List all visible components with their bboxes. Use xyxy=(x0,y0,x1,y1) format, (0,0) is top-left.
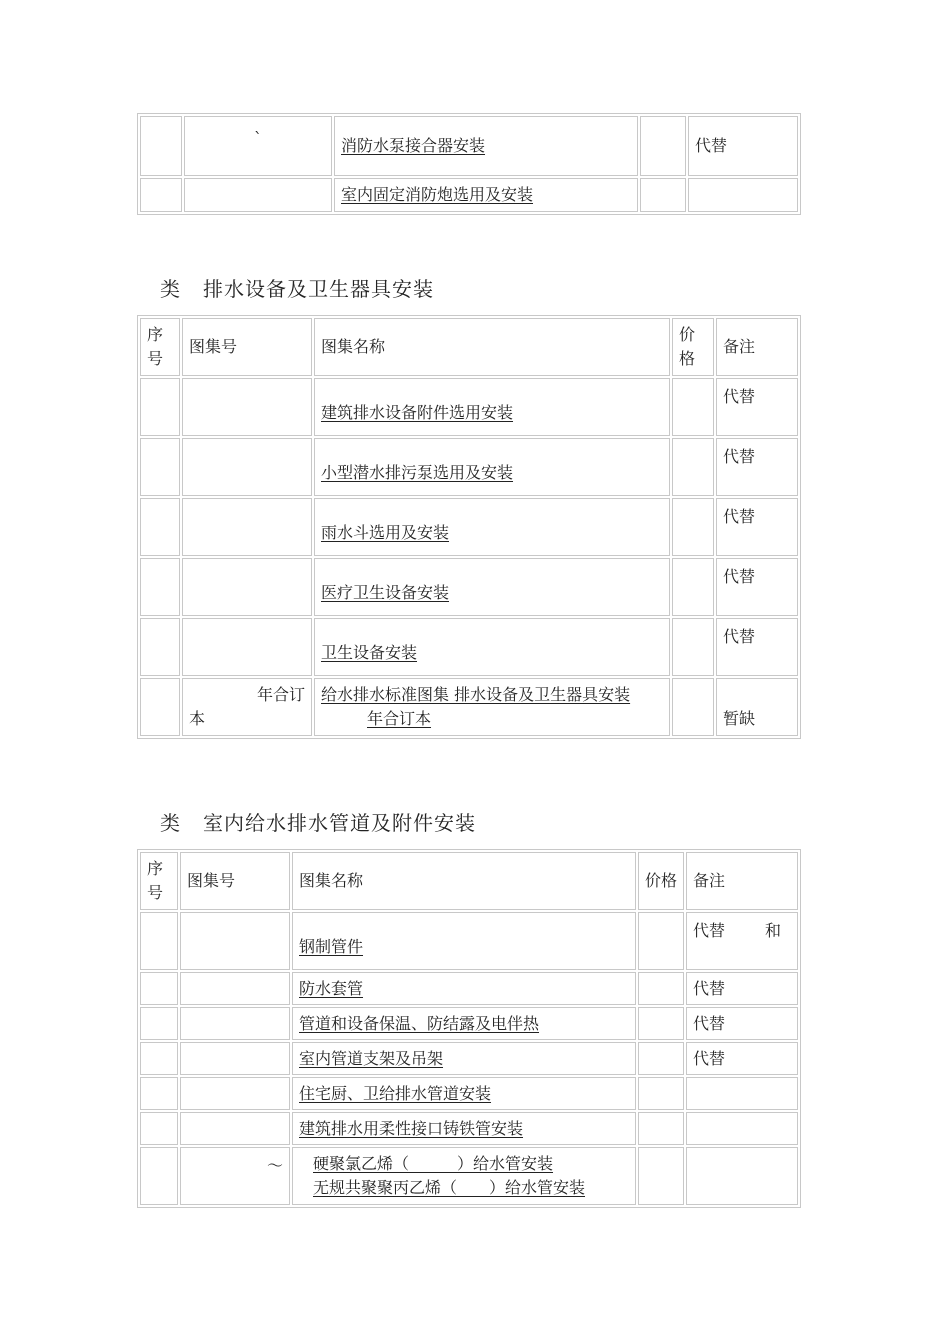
code-line-1: 年合订 xyxy=(256,685,305,704)
cell-price xyxy=(638,912,684,970)
catalog-link[interactable]: 管道和设备保温、防结露及电伴热 xyxy=(299,1013,540,1033)
cell-code xyxy=(182,558,312,616)
cell-no xyxy=(140,618,180,676)
cell-note: 代替 xyxy=(716,378,798,436)
cell-note: 代替 xyxy=(686,1007,798,1040)
cell-note: 代替 xyxy=(688,116,798,176)
cell-note: 代替 xyxy=(686,972,798,1005)
table-row xyxy=(140,1007,798,1040)
cell-name[interactable] xyxy=(314,618,670,676)
cell-note: 代替 xyxy=(686,1042,798,1075)
cell-no xyxy=(140,1077,178,1110)
catalog-link[interactable]: 室内固定消防炮选用及安装 xyxy=(341,185,534,204)
table-row xyxy=(140,678,798,736)
table-header-row xyxy=(140,318,798,376)
table-row xyxy=(140,1147,798,1205)
fire-equipment-table xyxy=(137,113,801,215)
cell-name[interactable] xyxy=(334,178,638,212)
section-prefix: 类 xyxy=(160,277,181,301)
indoor-pipe-table xyxy=(137,849,801,1208)
header-price: 价格 xyxy=(672,318,714,376)
cell-code xyxy=(182,378,312,436)
cell-no xyxy=(140,378,180,436)
cell-note xyxy=(686,912,798,970)
cell-name[interactable] xyxy=(292,1042,636,1075)
cell-no xyxy=(140,116,182,176)
cell-note xyxy=(686,1112,798,1145)
cell-note: 代替 xyxy=(716,618,798,676)
cell-code xyxy=(182,618,312,676)
table-row xyxy=(140,912,798,970)
cell-name[interactable] xyxy=(314,378,670,436)
drainage-equipment-table xyxy=(137,315,801,739)
cell-code: ～ xyxy=(180,1147,290,1205)
catalog-link[interactable]: 无规共聚聚丙乙烯（ ）给水管安装 xyxy=(313,1178,586,1197)
table-row xyxy=(140,618,798,676)
header-code: 图集号 xyxy=(182,318,312,376)
section-title xyxy=(160,807,476,836)
header-price: 价格 xyxy=(638,852,684,910)
header-name: 图集名称 xyxy=(292,852,636,910)
cell-price xyxy=(638,1147,684,1205)
catalog-link[interactable]: 住宅厨、卫给排水管道安装 xyxy=(299,1083,492,1103)
cell-code xyxy=(182,678,312,736)
cell-no xyxy=(140,972,178,1005)
cell-note: 暂缺 xyxy=(716,678,798,736)
table-row xyxy=(140,1042,798,1075)
cell-no xyxy=(140,178,182,212)
cell-code xyxy=(180,1007,290,1040)
cell-code xyxy=(182,498,312,556)
cell-name[interactable] xyxy=(292,1007,636,1040)
catalog-link[interactable]: 卫生设备安装 xyxy=(321,643,418,662)
cell-name[interactable] xyxy=(292,1112,636,1145)
header-no: 序号 xyxy=(140,852,178,910)
cell-code xyxy=(180,972,290,1005)
catalog-link[interactable]: 雨水斗选用及安装 xyxy=(321,523,450,542)
cell-name[interactable] xyxy=(314,438,670,496)
catalog-link[interactable]: 室内管道支架及吊架 xyxy=(299,1048,444,1068)
table-row xyxy=(140,972,798,1005)
cell-name[interactable] xyxy=(334,116,638,176)
header-note: 备注 xyxy=(716,318,798,376)
cell-price xyxy=(638,1042,684,1075)
cell-code xyxy=(182,438,312,496)
cell-no xyxy=(140,498,180,556)
cell-note xyxy=(686,1077,798,1110)
cell-price xyxy=(638,1007,684,1040)
table-row xyxy=(140,178,798,212)
catalog-link[interactable]: 建筑排水设备附件选用安装 xyxy=(321,403,514,422)
cell-code xyxy=(180,1042,290,1075)
header-note: 备注 xyxy=(686,852,798,910)
cell-price xyxy=(638,972,684,1005)
cell-note: 代替 xyxy=(716,558,798,616)
code-line-2: 本 xyxy=(189,709,206,728)
cell-no xyxy=(140,1112,178,1145)
section-title xyxy=(160,273,434,302)
cell-no xyxy=(140,1147,178,1205)
note-text: 代替 xyxy=(693,921,726,940)
table-row xyxy=(140,116,798,176)
table-row xyxy=(140,498,798,556)
cell-price xyxy=(640,178,686,212)
catalog-link[interactable]: 钢制管件 xyxy=(299,937,364,956)
table-row xyxy=(140,1112,798,1145)
cell-note: 代替 xyxy=(716,498,798,556)
catalog-link-continued[interactable]: 年合订本 xyxy=(367,709,432,728)
cell-price xyxy=(638,1112,684,1145)
cell-no xyxy=(140,912,178,970)
cell-no xyxy=(140,1007,178,1040)
cell-name[interactable] xyxy=(292,1077,636,1110)
cell-price xyxy=(640,116,686,176)
catalog-link[interactable]: 医疗卫生设备安装 xyxy=(321,583,450,602)
catalog-link[interactable]: 给水排水标准图集 排水设备及卫生器具安装 xyxy=(321,685,631,704)
cell-note: 代替 xyxy=(716,438,798,496)
header-no: 序号 xyxy=(140,318,180,376)
cell-name[interactable] xyxy=(314,498,670,556)
cell-price xyxy=(672,678,714,736)
table-header-row xyxy=(140,852,798,910)
cell-price xyxy=(672,618,714,676)
cell-price xyxy=(672,498,714,556)
table-row xyxy=(140,438,798,496)
note-text: 和 xyxy=(765,921,782,940)
cell-note xyxy=(688,178,798,212)
cell-no xyxy=(140,1042,178,1075)
cell-no xyxy=(140,558,180,616)
cell-name[interactable] xyxy=(314,558,670,616)
cell-name[interactable] xyxy=(292,912,636,970)
cell-note xyxy=(686,1147,798,1205)
cell-no xyxy=(140,678,180,736)
cell-price xyxy=(638,1077,684,1110)
header-name: 图集名称 xyxy=(314,318,670,376)
catalog-link[interactable]: 硬聚氯乙烯（ ）给水管安装 xyxy=(313,1154,554,1173)
cell-price xyxy=(672,378,714,436)
cell-code: ` xyxy=(184,116,332,176)
cell-name[interactable] xyxy=(314,678,670,736)
section-name: 排水设备及卫生器具安装 xyxy=(203,277,434,301)
table-row xyxy=(140,558,798,616)
header-code: 图集号 xyxy=(180,852,290,910)
section-name: 室内给水排水管道及附件安装 xyxy=(203,811,476,835)
section-prefix: 类 xyxy=(160,811,181,835)
catalog-link[interactable]: 小型潜水排污泵选用及安装 xyxy=(321,463,514,482)
cell-no xyxy=(140,438,180,496)
cell-name[interactable] xyxy=(292,972,636,1005)
catalog-link[interactable]: 消防水泵接合器安装 xyxy=(341,136,486,155)
cell-code xyxy=(180,912,290,970)
cell-price xyxy=(672,558,714,616)
table-row xyxy=(140,1077,798,1110)
cell-price xyxy=(672,438,714,496)
catalog-link[interactable]: 建筑排水用柔性接口铸铁管安装 xyxy=(299,1118,524,1138)
cell-name[interactable] xyxy=(292,1147,636,1205)
cell-code xyxy=(180,1077,290,1110)
catalog-link[interactable]: 防水套管 xyxy=(299,978,364,998)
cell-code xyxy=(180,1112,290,1145)
cell-code xyxy=(184,178,332,212)
table-row xyxy=(140,378,798,436)
